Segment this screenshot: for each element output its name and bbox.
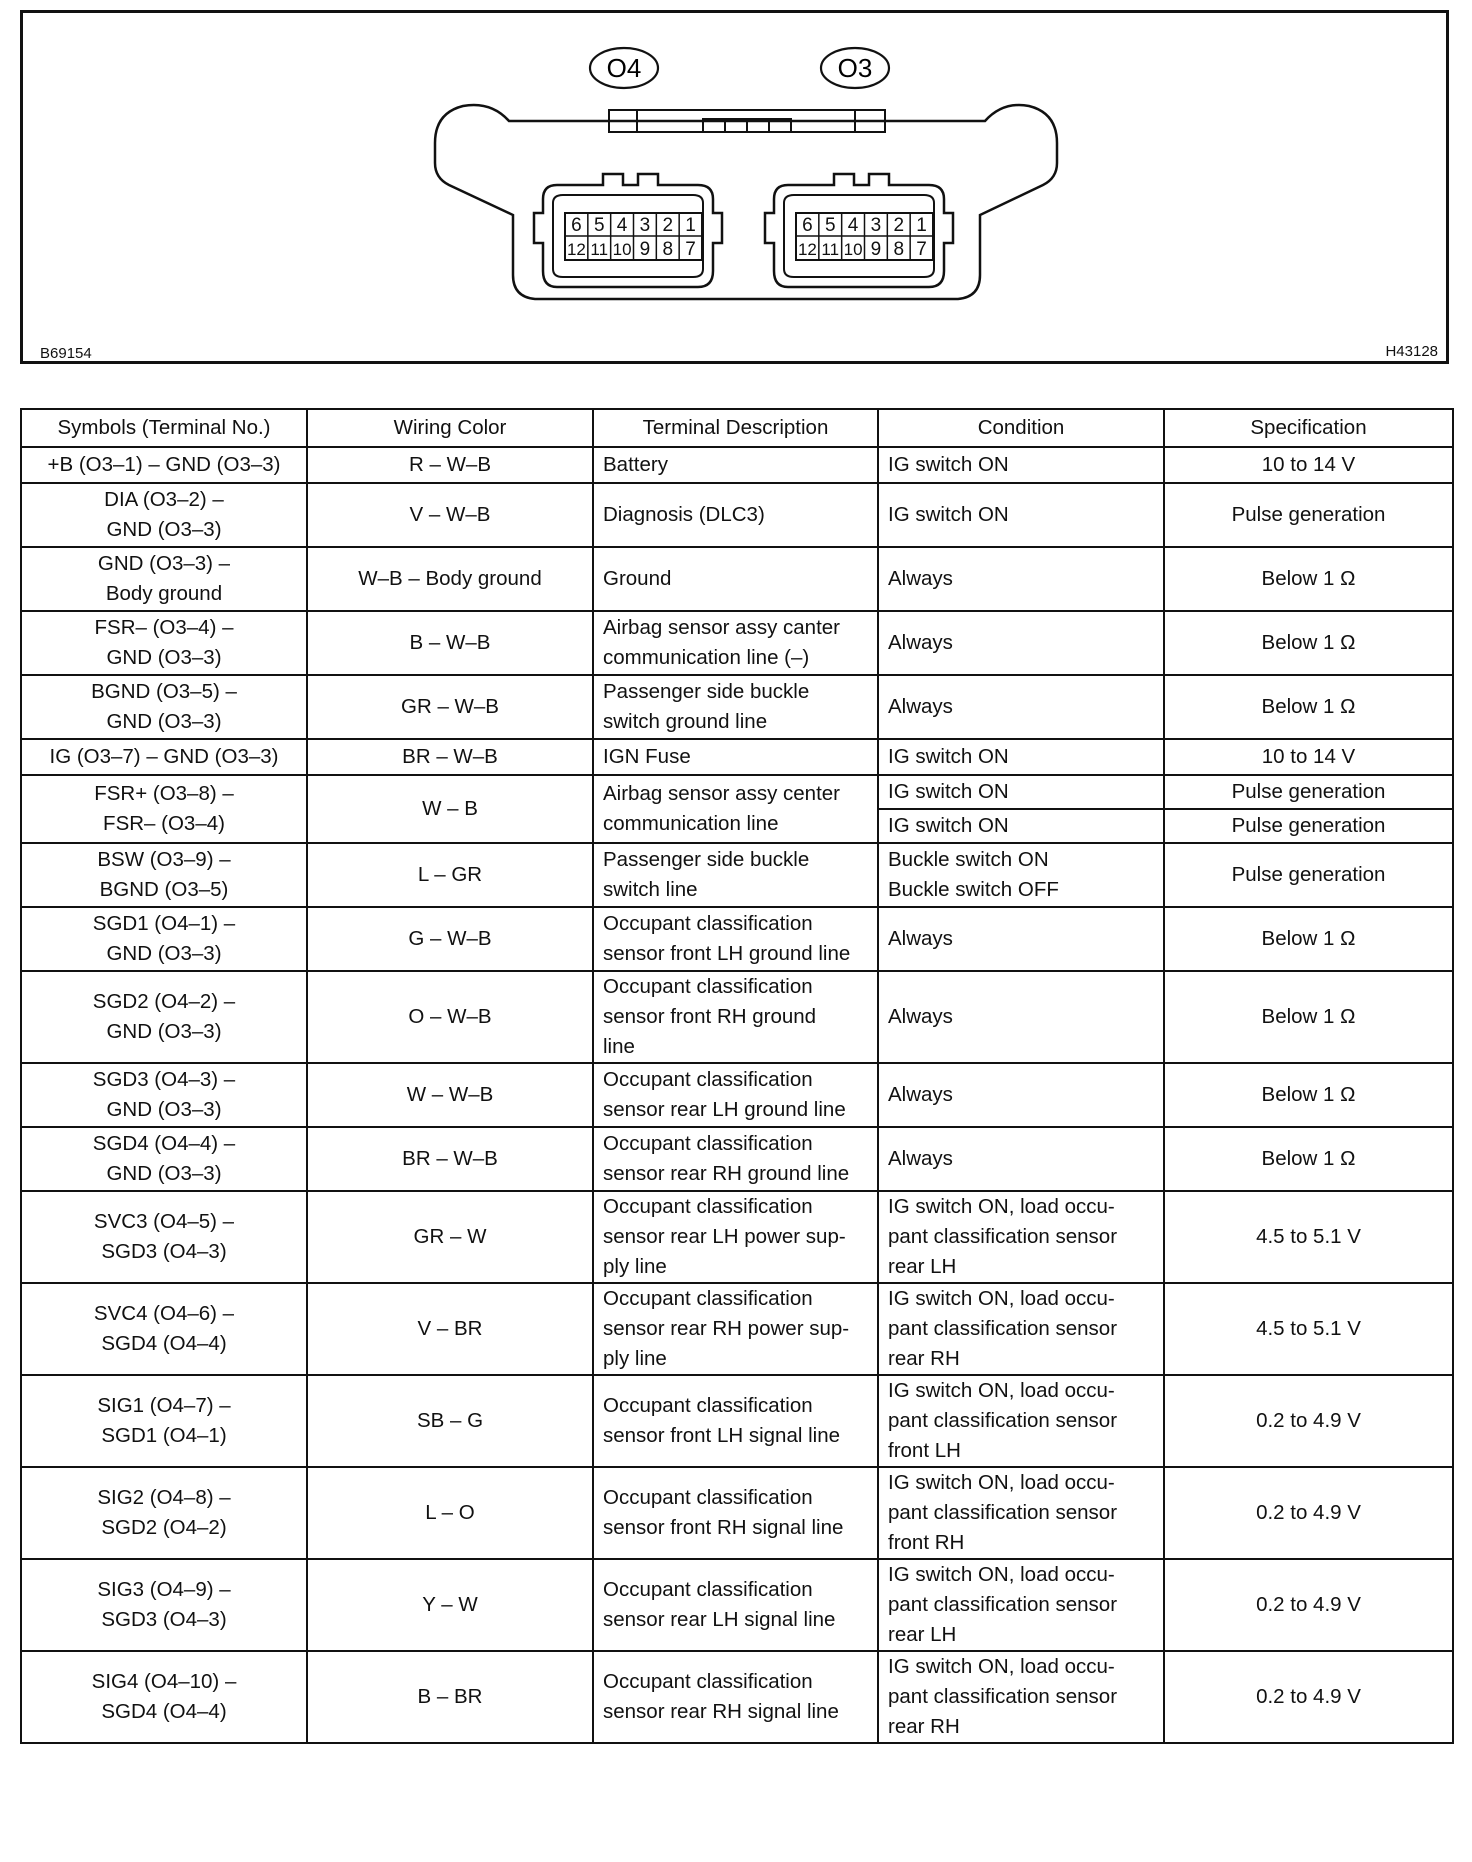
table-row bbox=[21, 739, 1453, 775]
cell-text-line: Occupant classification bbox=[603, 1287, 813, 1310]
condition-cell bbox=[878, 1559, 1164, 1651]
symbol-cell bbox=[21, 547, 307, 611]
table-row bbox=[21, 547, 1453, 611]
cell-text-line: sensor rear RH ground line bbox=[603, 1162, 850, 1185]
specification-cell bbox=[1164, 611, 1453, 675]
cell-text-line: Always bbox=[888, 567, 953, 590]
condition-cell bbox=[878, 907, 1164, 971]
cell-text-line: GR – W–B bbox=[401, 695, 499, 718]
wiring-color-cell bbox=[307, 1127, 593, 1191]
cell-text-line: Occupant classification bbox=[603, 1394, 813, 1417]
specification-cell bbox=[1164, 843, 1453, 907]
condition-cell bbox=[878, 1191, 1164, 1283]
cell-text-line: Pulse generation bbox=[1231, 503, 1386, 526]
symbol-cell bbox=[21, 611, 307, 675]
wiring-color-cell bbox=[307, 1375, 593, 1467]
cell-text-line: SGD4 (O4–4) bbox=[101, 1700, 227, 1723]
cell-text-line: Pulse generation bbox=[1231, 780, 1386, 803]
cell-text-line: IG switch ON bbox=[888, 503, 1009, 526]
pin-number: 10 bbox=[612, 240, 632, 259]
cell-text-line: ply line bbox=[603, 1255, 667, 1278]
cell-text-line: W – B bbox=[422, 797, 478, 820]
connector-o3 bbox=[765, 174, 953, 287]
pin-number: 1 bbox=[916, 215, 927, 236]
cell-text-line: IG switch ON bbox=[888, 780, 1009, 803]
condition-cell bbox=[878, 1375, 1164, 1467]
cell-text-line: W – W–B bbox=[406, 1083, 494, 1106]
header-symbols: Symbols (Terminal No.) bbox=[21, 409, 307, 447]
ecu-connector-illustration bbox=[23, 13, 1446, 361]
specification-cell bbox=[1164, 1651, 1453, 1743]
cell-text-line: GND (O3–3) bbox=[106, 1020, 222, 1043]
symbol-cell bbox=[21, 1467, 307, 1559]
cell-text-line: GND (O3–3) bbox=[106, 1162, 222, 1185]
pin-number: 6 bbox=[571, 215, 582, 236]
header-terminal-description: Terminal Description bbox=[593, 409, 878, 447]
cell-text-line: FSR– (O3–4) – bbox=[94, 616, 234, 639]
table-row bbox=[21, 447, 1453, 483]
cell-text-line: IG switch ON, load occu- bbox=[888, 1471, 1115, 1494]
cell-text-line: GND (O3–3) bbox=[106, 942, 222, 965]
wiring-color-cell bbox=[307, 1283, 593, 1375]
terminal-description-cell bbox=[593, 1283, 878, 1375]
cell-text-line: SVC3 (O4–5) – bbox=[93, 1210, 235, 1233]
pin-number: 9 bbox=[870, 239, 882, 260]
wiring-color-cell bbox=[307, 611, 593, 675]
connector-diagram bbox=[20, 10, 1449, 364]
pin-number: 3 bbox=[870, 215, 882, 236]
table-row bbox=[21, 1467, 1453, 1559]
cell-text-line: Diagnosis (DLC3) bbox=[603, 503, 765, 526]
table-row bbox=[21, 483, 1453, 547]
cell-text-line: Occupant classification bbox=[603, 975, 813, 998]
symbol-cell bbox=[21, 1651, 307, 1743]
cell-text-line: Always bbox=[888, 631, 953, 654]
condition-cell bbox=[878, 1467, 1164, 1559]
cell-text-line: front LH bbox=[888, 1439, 961, 1462]
terminal-description-cell bbox=[593, 971, 878, 1063]
cell-text-line: BSW (O3–9) – bbox=[97, 848, 231, 871]
pin-number: 12 bbox=[797, 240, 817, 259]
cell-text-line: Always bbox=[888, 1083, 953, 1106]
cell-text-line: GND (O3–3) bbox=[106, 1098, 222, 1121]
specification-cell bbox=[1164, 447, 1453, 483]
cell-text-line: FSR– (O3–4) bbox=[103, 812, 225, 835]
pin-number: 11 bbox=[821, 240, 840, 259]
symbol-cell bbox=[21, 1063, 307, 1127]
condition-cell bbox=[878, 1283, 1164, 1375]
specification-cell bbox=[1164, 1467, 1453, 1559]
specification-cell bbox=[1164, 907, 1453, 971]
terminal-description-cell bbox=[593, 1191, 878, 1283]
pin-number: 5 bbox=[824, 215, 836, 236]
symbol-cell bbox=[21, 775, 307, 843]
cell-text-line: line bbox=[603, 1035, 635, 1058]
connector-label-o4: O4 bbox=[606, 53, 642, 83]
table-row bbox=[21, 843, 1453, 907]
specification-cell bbox=[1164, 1191, 1453, 1283]
terminal-spec-table-container bbox=[20, 408, 1454, 1744]
wiring-color-cell bbox=[307, 547, 593, 611]
cell-text-line: Below 1 Ω bbox=[1261, 1147, 1356, 1170]
cell-text-line: SGD2 (O4–2) bbox=[101, 1516, 227, 1539]
cell-text-line: BGND (O3–5) – bbox=[91, 680, 237, 703]
wiring-color-cell bbox=[307, 1651, 593, 1743]
cell-text-line: Always bbox=[888, 927, 953, 950]
symbol-cell bbox=[21, 1283, 307, 1375]
cell-text-line: G – W–B bbox=[408, 927, 492, 950]
symbol-cell bbox=[21, 907, 307, 971]
cell-text-line: SGD1 (O4–1) bbox=[101, 1424, 227, 1447]
symbol-cell bbox=[21, 739, 307, 775]
symbol-cell bbox=[21, 843, 307, 907]
pin-number: 9 bbox=[639, 239, 651, 260]
table-header-row bbox=[21, 409, 1453, 447]
table-row bbox=[21, 1127, 1453, 1191]
cell-text-line: Below 1 Ω bbox=[1261, 631, 1356, 654]
symbol-cell bbox=[21, 483, 307, 547]
table-row bbox=[21, 907, 1453, 971]
condition-cell bbox=[878, 739, 1164, 775]
cell-text-line: BGND (O3–5) bbox=[99, 878, 229, 901]
cell-text-line: Airbag sensor assy center bbox=[603, 782, 841, 805]
cell-text-line: Always bbox=[888, 1147, 953, 1170]
cell-text-line: communication line (–) bbox=[603, 646, 810, 669]
cell-text-line: IG switch ON bbox=[888, 814, 1009, 837]
specification-cell bbox=[1164, 483, 1453, 547]
cell-text-line: IGN Fuse bbox=[603, 745, 691, 768]
cell-text-line: Below 1 Ω bbox=[1261, 1083, 1356, 1106]
table-row bbox=[21, 1651, 1453, 1743]
pin-number: 12 bbox=[566, 240, 586, 259]
cell-text-line: V – BR bbox=[417, 1317, 483, 1340]
table-row bbox=[21, 1375, 1453, 1467]
cell-text-line: SIG4 (O4–10) – bbox=[91, 1670, 237, 1693]
cell-text-line: 0.2 to 4.9 V bbox=[1256, 1501, 1361, 1524]
table-row bbox=[21, 611, 1453, 675]
specification-cell bbox=[1164, 739, 1453, 775]
cell-text-line: DIA (O3–2) – bbox=[104, 488, 224, 511]
cell-text-line: 10 to 14 V bbox=[1261, 745, 1356, 768]
cell-text-line: IG (O3–7) – GND (O3–3) bbox=[49, 745, 279, 768]
symbol-cell bbox=[21, 1127, 307, 1191]
cell-text-line: Airbag sensor assy canter bbox=[603, 616, 841, 639]
ecu-housing bbox=[435, 105, 1057, 299]
specification-cell bbox=[1164, 971, 1453, 1063]
cell-text-line: 0.2 to 4.9 V bbox=[1256, 1685, 1361, 1708]
condition-cell bbox=[878, 1063, 1164, 1127]
header-wiring-color: Wiring Color bbox=[307, 409, 593, 447]
wiring-color-cell bbox=[307, 447, 593, 483]
cell-text-line: IG switch ON bbox=[888, 745, 1009, 768]
condition-cell bbox=[878, 775, 1164, 809]
cell-text-line: 4.5 to 5.1 V bbox=[1256, 1225, 1361, 1248]
pin-number: 8 bbox=[662, 239, 674, 260]
specification-cell bbox=[1164, 1127, 1453, 1191]
specification-cell bbox=[1164, 1063, 1453, 1127]
cell-text-line: SVC4 (O4–6) – bbox=[93, 1302, 235, 1325]
cell-text-line: Below 1 Ω bbox=[1261, 567, 1356, 590]
condition-cell bbox=[878, 843, 1164, 907]
cell-text-line: sensor rear RH signal line bbox=[603, 1700, 839, 1723]
cell-text-line: IG switch ON, load occu- bbox=[888, 1379, 1115, 1402]
specification-cell bbox=[1164, 1375, 1453, 1467]
wiring-color-cell bbox=[307, 675, 593, 739]
table-row bbox=[21, 1063, 1453, 1127]
cell-text-line: B – BR bbox=[417, 1685, 483, 1708]
terminal-description-cell bbox=[593, 611, 878, 675]
wiring-color-cell bbox=[307, 1559, 593, 1651]
condition-cell bbox=[878, 675, 1164, 739]
cell-text-line: Always bbox=[888, 695, 953, 718]
pin-number: 2 bbox=[662, 215, 674, 236]
cell-text-line: Always bbox=[888, 1005, 953, 1028]
terminal-description-cell bbox=[593, 1375, 878, 1467]
cell-text-line: pant classification sensor bbox=[888, 1593, 1118, 1616]
condition-cell bbox=[878, 1127, 1164, 1191]
cell-text-line: sensor front RH signal line bbox=[603, 1516, 844, 1539]
cell-text-line: Y – W bbox=[422, 1593, 478, 1616]
cell-text-line: L – GR bbox=[417, 863, 483, 886]
cell-text-line: pant classification sensor bbox=[888, 1501, 1118, 1524]
cell-text-line: SGD3 (O4–3) bbox=[101, 1608, 227, 1631]
cell-text-line: Below 1 Ω bbox=[1261, 1005, 1356, 1028]
cell-text-line: pant classification sensor bbox=[888, 1225, 1118, 1248]
cell-text-line: SGD3 (O4–3) – bbox=[92, 1068, 236, 1091]
pin-number: 4 bbox=[847, 215, 859, 236]
cell-text-line: Occupant classification bbox=[603, 912, 813, 935]
cell-text-line: sensor rear LH power sup- bbox=[603, 1225, 846, 1248]
cell-text-line: B – W–B bbox=[409, 631, 491, 654]
cell-text-line: FSR+ (O3–8) – bbox=[94, 782, 234, 805]
wiring-color-cell bbox=[307, 1467, 593, 1559]
condition-cell bbox=[878, 547, 1164, 611]
pin-number: 5 bbox=[593, 215, 605, 236]
cell-text-line: GND (O3–3) bbox=[106, 710, 222, 733]
cell-text-line: 4.5 to 5.1 V bbox=[1256, 1317, 1361, 1340]
pin-number: 4 bbox=[616, 215, 628, 236]
cell-text-line: GND (O3–3) bbox=[106, 518, 222, 541]
cell-text-line: Below 1 Ω bbox=[1261, 927, 1356, 950]
terminal-description-cell bbox=[593, 1467, 878, 1559]
cell-text-line: rear LH bbox=[888, 1255, 957, 1278]
terminal-spec-table bbox=[20, 408, 1454, 1744]
pin-number: 10 bbox=[843, 240, 863, 259]
cell-text-line: sensor front RH ground bbox=[603, 1005, 817, 1028]
wiring-color-cell bbox=[307, 1063, 593, 1127]
terminal-description-cell bbox=[593, 907, 878, 971]
cell-text-line: SIG1 (O4–7) – bbox=[97, 1394, 231, 1417]
cell-text-line: Battery bbox=[603, 453, 668, 476]
symbol-cell bbox=[21, 1559, 307, 1651]
condition-cell bbox=[878, 971, 1164, 1063]
header-specification: Specification bbox=[1164, 409, 1453, 447]
cell-text-line: sensor front LH ground line bbox=[603, 942, 851, 965]
cell-text-line: SB – G bbox=[416, 1409, 484, 1432]
pin-number: 2 bbox=[893, 215, 905, 236]
pin-number: 6 bbox=[802, 215, 813, 236]
cell-text-line: 10 to 14 V bbox=[1261, 453, 1356, 476]
terminal-description-cell bbox=[593, 1127, 878, 1191]
cell-text-line: IG switch ON, load occu- bbox=[888, 1563, 1115, 1586]
cell-text-line: IG switch ON, load occu- bbox=[888, 1287, 1115, 1310]
pin-number: 8 bbox=[893, 239, 905, 260]
pin-number: 7 bbox=[685, 239, 696, 260]
figure-code-right: H43128 bbox=[1385, 343, 1438, 360]
table-row bbox=[21, 775, 1453, 809]
terminal-description-cell bbox=[593, 1559, 878, 1651]
cell-text-line: sensor front LH signal line bbox=[603, 1424, 841, 1447]
cell-text-line: R – W–B bbox=[408, 453, 492, 476]
cell-text-line: Occupant classification bbox=[603, 1670, 813, 1693]
pin-number: 7 bbox=[916, 239, 927, 260]
cell-text-line: Passenger side buckle bbox=[603, 680, 810, 703]
cell-text-line: SGD1 (O4–1) – bbox=[92, 912, 236, 935]
terminal-description-cell bbox=[593, 843, 878, 907]
terminal-description-cell bbox=[593, 1651, 878, 1743]
cell-text-line: GR – W bbox=[413, 1225, 487, 1248]
wiring-color-cell bbox=[307, 775, 593, 843]
cell-text-line: ply line bbox=[603, 1347, 667, 1370]
table-body bbox=[21, 447, 1453, 1743]
table-row bbox=[21, 1559, 1453, 1651]
cell-text-line: GND (O3–3) bbox=[106, 646, 222, 669]
pin-number: 1 bbox=[685, 215, 696, 236]
cell-text-line: Below 1 Ω bbox=[1261, 695, 1356, 718]
cell-text-line: Buckle switch OFF bbox=[888, 878, 1059, 901]
wiring-color-cell bbox=[307, 971, 593, 1063]
terminal-description-cell bbox=[593, 483, 878, 547]
specification-cell bbox=[1164, 809, 1453, 843]
specification-cell bbox=[1164, 547, 1453, 611]
table-row bbox=[21, 1191, 1453, 1283]
cell-text-line: Occupant classification bbox=[603, 1132, 813, 1155]
specification-cell bbox=[1164, 1283, 1453, 1375]
specification-cell bbox=[1164, 675, 1453, 739]
cell-text-line: pant classification sensor bbox=[888, 1409, 1118, 1432]
wiring-color-cell bbox=[307, 907, 593, 971]
cell-text-line: SIG3 (O4–9) – bbox=[97, 1578, 231, 1601]
symbol-cell bbox=[21, 1375, 307, 1467]
cell-text-line: Pulse generation bbox=[1231, 863, 1386, 886]
cell-text-line: 0.2 to 4.9 V bbox=[1256, 1409, 1361, 1432]
symbol-cell bbox=[21, 1191, 307, 1283]
cell-text-line: Occupant classification bbox=[603, 1578, 813, 1601]
condition-cell bbox=[878, 447, 1164, 483]
cell-text-line: O – W–B bbox=[408, 1005, 492, 1028]
cell-text-line: rear RH bbox=[888, 1347, 960, 1370]
cell-text-line: sensor rear LH signal line bbox=[603, 1608, 836, 1631]
cell-text-line: Occupant classification bbox=[603, 1068, 813, 1091]
cell-text-line: SGD2 (O4–2) – bbox=[92, 990, 236, 1013]
cell-text-line: switch line bbox=[603, 878, 698, 901]
cell-text-line: L – O bbox=[425, 1501, 475, 1524]
wiring-color-cell bbox=[307, 843, 593, 907]
pin-number: 3 bbox=[639, 215, 651, 236]
terminal-description-cell bbox=[593, 739, 878, 775]
cell-text-line: front RH bbox=[888, 1531, 965, 1554]
cell-text-line: Ground bbox=[603, 567, 672, 590]
terminal-description-cell bbox=[593, 447, 878, 483]
condition-cell bbox=[878, 611, 1164, 675]
cell-text-line: BR – W–B bbox=[402, 745, 498, 768]
header-condition: Condition bbox=[878, 409, 1164, 447]
cell-text-line: Occupant classification bbox=[603, 1486, 813, 1509]
terminal-description-cell bbox=[593, 675, 878, 739]
cell-text-line: 0.2 to 4.9 V bbox=[1256, 1593, 1361, 1616]
cell-text-line: W–B – Body ground bbox=[358, 567, 542, 590]
cell-text-line: sensor rear RH power sup- bbox=[603, 1317, 850, 1340]
specification-cell bbox=[1164, 775, 1453, 809]
cell-text-line: sensor rear LH ground line bbox=[603, 1098, 846, 1121]
cell-text-line: SGD4 (O4–4) bbox=[101, 1332, 227, 1355]
cell-text-line: switch ground line bbox=[603, 710, 768, 733]
table-row bbox=[21, 971, 1453, 1063]
symbol-cell bbox=[21, 971, 307, 1063]
figure-code-left: B69154 bbox=[40, 345, 92, 362]
pin-number: 11 bbox=[590, 240, 609, 259]
symbol-cell bbox=[21, 447, 307, 483]
cell-text-line: IG switch ON, load occu- bbox=[888, 1195, 1115, 1218]
cell-text-line: +B (O3–1) – GND (O3–3) bbox=[47, 453, 281, 476]
cell-text-line: IG switch ON, load occu- bbox=[888, 1655, 1115, 1678]
wiring-color-cell bbox=[307, 739, 593, 775]
cell-text-line: Body ground bbox=[105, 582, 223, 605]
table-row bbox=[21, 1283, 1453, 1375]
connector-o4 bbox=[534, 174, 722, 287]
terminal-description-cell bbox=[593, 775, 878, 843]
cell-text-line: pant classification sensor bbox=[888, 1317, 1118, 1340]
terminal-description-cell bbox=[593, 1063, 878, 1127]
table-row bbox=[21, 675, 1453, 739]
cell-text-line: rear LH bbox=[888, 1623, 957, 1646]
cell-text-line: V – W–B bbox=[409, 503, 491, 526]
cell-text-line: SIG2 (O4–8) – bbox=[97, 1486, 231, 1509]
cell-text-line: SGD3 (O4–3) bbox=[101, 1240, 227, 1263]
condition-cell bbox=[878, 1651, 1164, 1743]
cell-text-line: pant classification sensor bbox=[888, 1685, 1118, 1708]
cell-text-line: Pulse generation bbox=[1231, 814, 1386, 837]
cell-text-line: IG switch ON bbox=[888, 453, 1009, 476]
cell-text-line: Passenger side buckle bbox=[603, 848, 810, 871]
terminal-description-cell bbox=[593, 547, 878, 611]
wiring-color-cell bbox=[307, 483, 593, 547]
cell-text-line: BR – W–B bbox=[402, 1147, 498, 1170]
cell-text-line: communication line bbox=[603, 812, 779, 835]
condition-cell bbox=[878, 809, 1164, 843]
connector-label-o3: O3 bbox=[837, 53, 873, 83]
cell-text-line: rear RH bbox=[888, 1715, 960, 1738]
symbol-cell bbox=[21, 675, 307, 739]
cell-text-line: Occupant classification bbox=[603, 1195, 813, 1218]
cell-text-line: Buckle switch ON bbox=[888, 848, 1049, 871]
cell-text-line: GND (O3–3) – bbox=[97, 552, 231, 575]
cell-text-line: SGD4 (O4–4) – bbox=[92, 1132, 236, 1155]
wiring-color-cell bbox=[307, 1191, 593, 1283]
specification-cell bbox=[1164, 1559, 1453, 1651]
condition-cell bbox=[878, 483, 1164, 547]
